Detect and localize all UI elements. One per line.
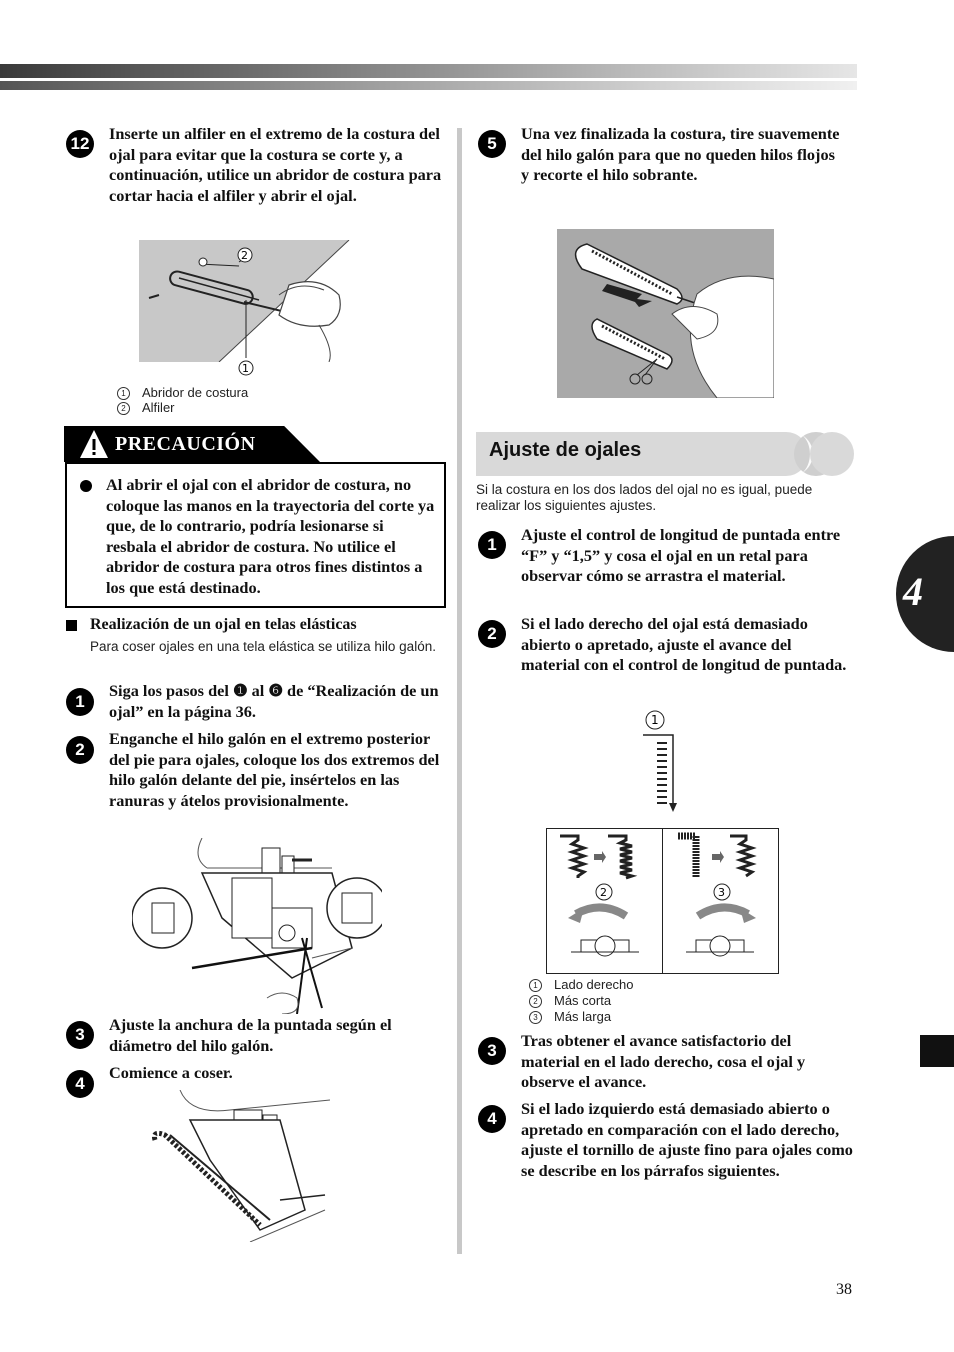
elastic-intro: Para coser ojales en una tela elástica se utiliza hilo galón.: [90, 639, 436, 654]
section-marker: [920, 1035, 954, 1067]
square-bullet-icon: [66, 620, 77, 631]
legend-label: Más larga: [554, 1009, 612, 1024]
section-intro: Si la costura en los dos lados del ojal no es igual, puede realizar los siguientes ajustes.: [476, 482, 813, 513]
column-divider: [457, 128, 462, 1254]
caution-title: PRECAUCIÓN: [115, 433, 256, 455]
elastic-heading: Realización de un ojal en telas elásticas: [90, 616, 357, 633]
pull-cord-figure: [557, 229, 774, 398]
step-5-text: Una vez finalizada la costura, tire suavemente del hilo galón para que no queden hilos flojos y recorte el hilo sobrante.: [521, 124, 840, 184]
svg-text:1: 1: [242, 362, 249, 375]
legend-label: Abridor de costura: [142, 385, 249, 400]
legend-number: 2: [529, 995, 542, 1008]
step-text: Enganche el hilo galón en el extremo posterior del pie para ojales, coloque los dos extremos del hilo galón delante del pie, insértelos en las ranuras y átelos provisionalmente.: [109, 729, 440, 810]
fig2-legend-item: [529, 993, 611, 1009]
svg-text:2: 2: [600, 886, 607, 899]
step-text: Ajuste el control de longitud de puntada entre “F” y “1,5” y cosa el ojal en un retal para observar cómo se arrastra el material.: [521, 525, 841, 585]
fig1-legend-item: [117, 385, 248, 401]
step-number: 3: [478, 1037, 506, 1065]
legend-label: Más corta: [554, 993, 612, 1008]
warning-icon: [78, 428, 110, 460]
seam-ripper-figure: [139, 240, 379, 362]
svg-text:1: 1: [651, 713, 659, 727]
stitch-length-adjust-figure: [546, 828, 779, 974]
step-text: Si el lado izquierdo está demasiado abierto o apretado en comparación con el lado derecho, ajuste el tornillo de ajuste fino para ojales como se describe en los párrafos siguientes.: [521, 1099, 853, 1180]
step-number: 4: [478, 1105, 506, 1133]
step-text: Siga los pasos del ❶ al ❻ de “Realización de un ojal” en la página 36.: [109, 681, 439, 721]
header-gradient-bar: [0, 64, 857, 78]
step-text: Ajuste la anchura de la puntada según el diámetro del hilo galón.: [109, 1015, 392, 1055]
sewing-cord-figure: [150, 1090, 330, 1242]
callout-1: [238, 360, 256, 383]
step-number: 3: [66, 1021, 94, 1049]
legend-number: 2: [117, 402, 130, 415]
step-12-text: Inserte un alfiler en el extremo de la costura del ojal para evitar que la costura se corte y, a continuación, utilice un abridor de costura para cortar hacia el alfiler y abrir el ojal.: [109, 124, 442, 205]
fig2-legend-item: [529, 977, 634, 993]
legend-number: 1: [117, 387, 130, 400]
fig1-legend-item: [117, 400, 175, 416]
step-number-12: 12: [66, 130, 94, 158]
step-number: 2: [66, 736, 94, 764]
step-number: 1: [478, 531, 506, 559]
legend-number: 1: [529, 979, 542, 992]
page-number: 38: [836, 1281, 852, 1298]
step-text: Si el lado derecho del ojal está demasiado abierto o apretado, ajuste el avance del material con el control de longitud de puntada.: [521, 614, 847, 674]
step-text: Tras obtener el avance satisfactorio del material en el lado derecho, cosa el ojal y observe el avance.: [521, 1031, 806, 1091]
step-number-5: 5: [478, 130, 506, 158]
legend-number: 3: [529, 1011, 542, 1024]
right-side-stitch-figure: [643, 708, 683, 812]
section-title: Ajuste de ojales: [489, 439, 642, 461]
legend-label: Alfiler: [142, 400, 175, 415]
buttonhole-foot-figure: [132, 838, 382, 1014]
caution-text: Al abrir el ojal con el abridor de costura, no coloque las manos en la trayectoria del corte ya que, de lo contrario, podría lesionarse si resbala el abridor de costura. No utilice el abridor de costura para otros fines distintos a los que está destinado.: [106, 475, 435, 597]
svg-text:3: 3: [718, 886, 725, 899]
fig2-legend-item: [529, 1009, 611, 1025]
bullet-icon: [80, 480, 92, 492]
svg-text:2: 2: [241, 249, 248, 262]
legend-label: Lado derecho: [554, 977, 634, 992]
step-number: 4: [66, 1070, 94, 1098]
chapter-number: 4: [903, 569, 923, 614]
step-number: 2: [478, 620, 506, 648]
header-gradient-bar-thin: [0, 81, 857, 90]
step-text: Comience a coser.: [109, 1063, 233, 1082]
step-number: 1: [66, 688, 94, 716]
